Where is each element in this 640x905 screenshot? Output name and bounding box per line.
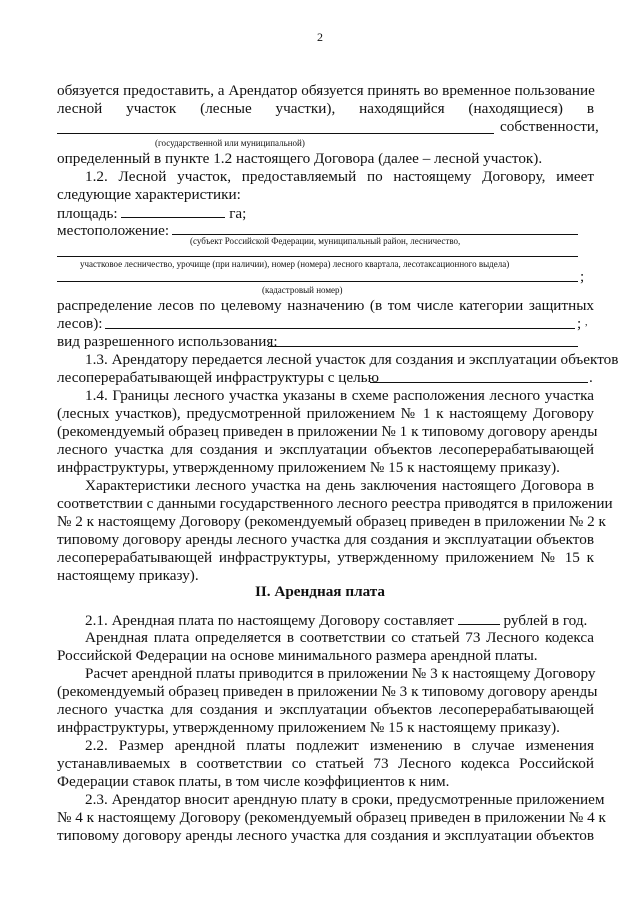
text-line: 2.3. Арендатор вносит арендную плату в сроки, предусмотренные приложением bbox=[85, 791, 605, 808]
page-number: 2 bbox=[317, 30, 323, 44]
text-line: Российской Федерации на основе минимального размера арендной платы. bbox=[57, 647, 538, 664]
field-caption: (кадастровый номер) bbox=[262, 285, 343, 295]
rent-text: 2.1. Арендная плата по настоящему Договору составляет bbox=[85, 612, 454, 629]
text-line: ; bbox=[580, 268, 585, 285]
rent-blank bbox=[458, 611, 500, 625]
text-line: собственности, bbox=[500, 118, 599, 135]
text-line: Характеристики лесного участка на день заключения настоящего Договора в bbox=[85, 477, 594, 494]
rent-unit: рублей в год. bbox=[503, 612, 588, 629]
forests-label: лесов): bbox=[57, 315, 103, 332]
text-line: Арендная плата определяется в соответствии со статьей 73 Лесного кодекса bbox=[85, 629, 594, 646]
usage-blank bbox=[268, 346, 578, 347]
text-line: (рекомендуемый образец приведен в приложении № 3 к типовому договору аренды bbox=[57, 683, 598, 700]
text-line: ; bbox=[577, 315, 582, 332]
text-line: типовому договору аренды лесного участка для создания и эксплуатации объектов bbox=[57, 827, 594, 844]
location-blank-2 bbox=[57, 256, 578, 257]
text-line: инфраструктуры, утвержденному приложением № 15 к настоящему приказу). bbox=[57, 719, 560, 736]
purpose-label: лесоперерабатывающей инфраструктуры с целью bbox=[57, 369, 379, 386]
text-line: 1.4. Границы лесного участка указаны в схеме расположения лесного участка bbox=[85, 387, 594, 404]
location-blank bbox=[172, 234, 578, 235]
scan-mark: , bbox=[585, 317, 588, 328]
text-line: устанавливаемых в соответствии со статьей 73 Лесного кодекса Российской bbox=[57, 755, 594, 772]
text-line: Федерации ставок платы, в том числе коэффициентов к ним. bbox=[57, 773, 450, 790]
forests-blank bbox=[105, 328, 575, 329]
text-line: 2.2. Размер арендной платы подлежит изменению в случае изменения bbox=[85, 737, 594, 754]
text-line: типовому договору аренды лесного участка для создания и эксплуатации объектов bbox=[57, 531, 594, 548]
text-line: следующие характеристики: bbox=[57, 186, 241, 203]
text-line: лесного участка для создания и эксплуатации объектов лесоперерабатывающей bbox=[57, 701, 594, 718]
cadastral-blank bbox=[57, 281, 578, 282]
text-line: лесоперерабатывающей инфраструктуры, утвержденному приложением № 15 к bbox=[57, 549, 594, 566]
text-line: (лесных участков), предусмотренной приложением № 1 к настоящему Договору bbox=[57, 405, 594, 422]
text-line: 1.2. Лесной участок, предоставляемый по настоящему Договору, имеет bbox=[85, 168, 594, 185]
text-line: обязуется предоставить, а Арендатор обязуется принять во временное пользование bbox=[57, 82, 595, 99]
text-line: распределение лесов по целевому назначению (в том числе категории защитных bbox=[57, 297, 594, 314]
purpose-blank bbox=[370, 382, 588, 383]
area-label: площадь: bbox=[57, 205, 118, 222]
text-line: № 4 к настоящему Договору (рекомендуемый образец приведен в приложении № 4 к bbox=[57, 809, 606, 826]
text-line: лесной участок (лесные участки), находящийся (находящиеся) в bbox=[57, 100, 594, 117]
text-line: определенный в пункте 1.2 настоящего Договора (далее – лесной участок). bbox=[57, 150, 543, 167]
rent-line bbox=[85, 611, 594, 630]
text-line: 1.3. Арендатору передается лесной участок для создания и эксплуатации объектов bbox=[85, 351, 619, 368]
text-line: Расчет арендной платы приводится в приложении № 3 к настоящему Договору bbox=[85, 665, 596, 682]
text-line: соответствии с данными государственного лесного реестра приводятся в приложении bbox=[57, 495, 613, 512]
area-unit: га; bbox=[229, 205, 247, 222]
area-blank bbox=[121, 204, 225, 218]
field-caption: участковое лесничество, урочище (при наличии), номер (номера) лесного квартала, лесотаксационного выдела) bbox=[80, 259, 510, 269]
location-label: местоположение: bbox=[57, 222, 170, 239]
text-line: инфраструктуры, утвержденному приложением № 15 к настоящему приказу). bbox=[57, 459, 560, 476]
text-line: лесного участка для создания и эксплуатации объектов лесоперерабатывающей bbox=[57, 441, 594, 458]
text-line: № 2 к настоящему Договору (рекомендуемый образец приведен в приложении № 2 к bbox=[57, 513, 606, 530]
usage-label: вид разрешенного использования: bbox=[57, 333, 278, 350]
text-line: (рекомендуемый образец приведен в приложении № 1 к типовому договору аренды bbox=[57, 423, 598, 440]
text-line: . bbox=[589, 369, 593, 386]
field-caption: (государственной или муниципальной) bbox=[155, 138, 305, 148]
area-line bbox=[57, 204, 594, 223]
text-line: настоящему приказу). bbox=[57, 567, 199, 584]
field-caption: (субъект Российской Федерации, муниципальный район, лесничество, bbox=[190, 236, 461, 246]
ownership-blank bbox=[57, 133, 494, 134]
section-heading: II. Арендная плата bbox=[254, 583, 386, 600]
